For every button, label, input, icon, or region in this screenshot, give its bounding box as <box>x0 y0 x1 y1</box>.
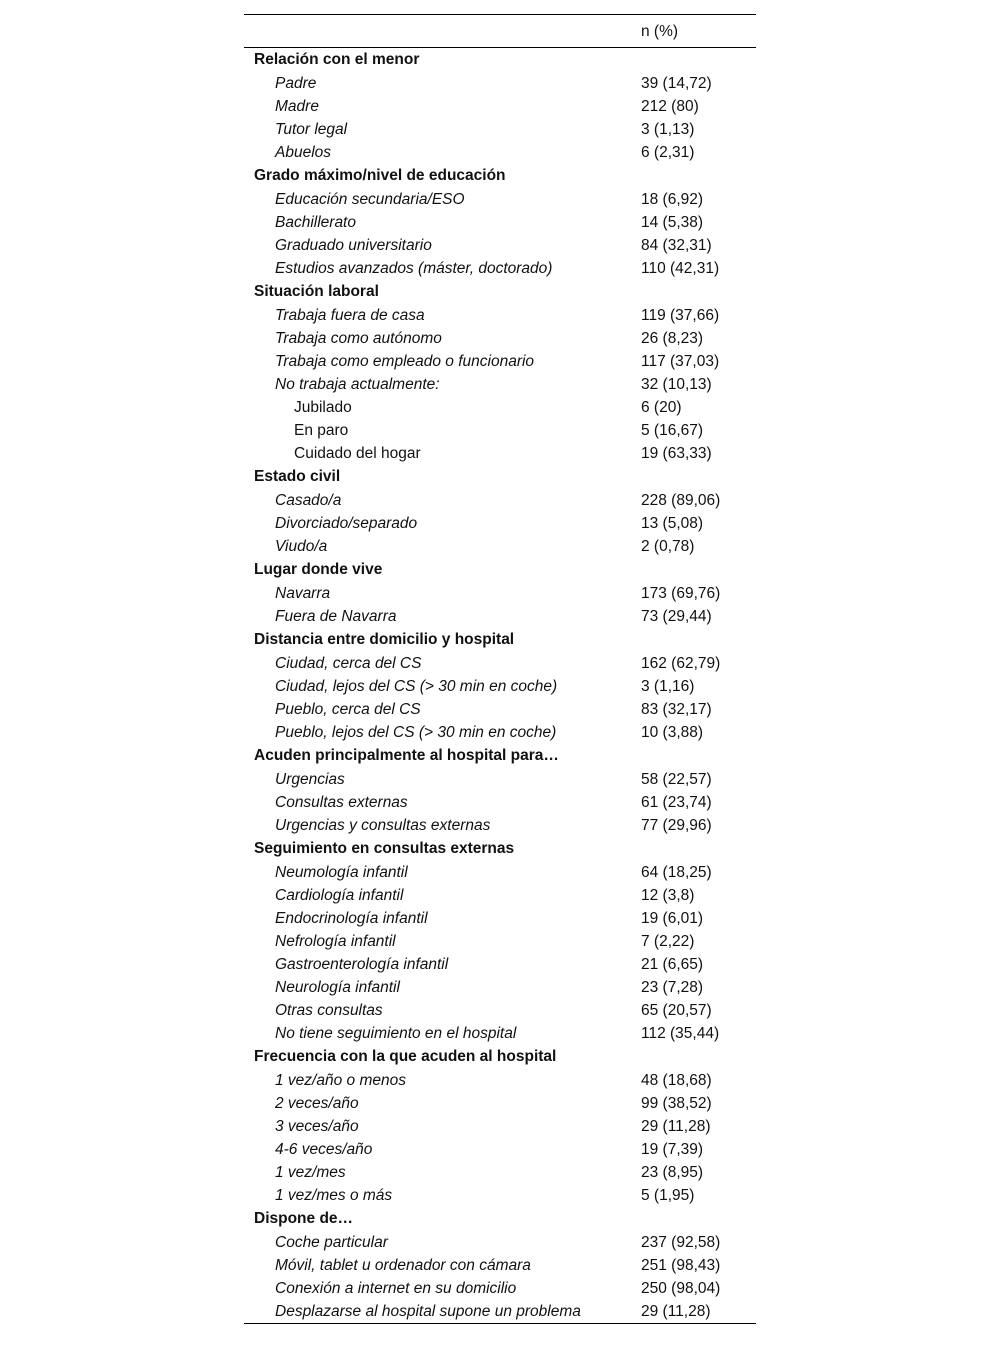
section-header-row <box>244 558 756 582</box>
row-value: 21 (6,65) <box>641 956 704 973</box>
section-header-row <box>244 837 756 861</box>
table-row <box>244 1277 756 1300</box>
row-value: 18 (6,92) <box>641 191 704 208</box>
row-label: Endocrinología infantil <box>275 910 428 927</box>
row-label: Neurología infantil <box>275 979 400 996</box>
table-row <box>244 535 756 558</box>
table-row <box>244 1092 756 1115</box>
row-label: Navarra <box>275 585 331 602</box>
row-value: 119 (37,66) <box>641 307 720 324</box>
row-label: Móvil, tablet u ordenador con cámara <box>275 1257 531 1274</box>
row-label: Trabaja fuera de casa <box>275 307 425 324</box>
section-header-row <box>244 1045 756 1069</box>
row-value: 61 (23,74) <box>641 794 712 811</box>
table-row <box>244 188 756 211</box>
table-row <box>244 350 756 373</box>
table-row <box>244 1115 756 1138</box>
row-label: Otras consultas <box>275 1002 383 1019</box>
table-row <box>244 95 756 118</box>
row-label: 3 veces/año <box>275 1118 359 1135</box>
section-title: Dispone de… <box>254 1210 354 1227</box>
table-row <box>244 304 756 327</box>
row-value: 112 (35,44) <box>641 1025 720 1042</box>
row-value: 6 (20) <box>641 399 682 416</box>
table-row <box>244 930 756 953</box>
table-row <box>244 373 756 396</box>
table-row <box>244 721 756 744</box>
row-value: 5 (16,67) <box>641 422 704 439</box>
section-title: Distancia entre domicilio y hospital <box>254 631 515 648</box>
row-label: Trabaja como autónomo <box>275 330 442 347</box>
section-title: Grado máximo/nivel de educación <box>254 167 506 184</box>
table-row <box>244 211 756 234</box>
section-title: Situación laboral <box>254 283 379 300</box>
table-row <box>244 1161 756 1184</box>
row-label: Ciudad, cerca del CS <box>275 655 422 672</box>
row-value: 29 (11,28) <box>641 1303 711 1320</box>
table-row <box>244 675 756 698</box>
section-header-row <box>244 628 756 652</box>
row-value: 5 (1,95) <box>641 1187 695 1204</box>
table-row <box>244 257 756 280</box>
table-row <box>244 907 756 930</box>
row-label: Cardiología infantil <box>275 887 404 904</box>
table-row <box>244 1069 756 1092</box>
row-label: Ciudad, lejos del CS (> 30 min en coche) <box>275 678 558 695</box>
table-header-row <box>244 15 756 47</box>
section-title: Relación con el menor <box>254 51 420 68</box>
table-row <box>244 442 756 465</box>
row-value: 14 (5,38) <box>641 214 704 231</box>
section-header-row <box>244 1207 756 1231</box>
table-bottom-rule <box>244 1323 756 1324</box>
row-label: Nefrología infantil <box>275 933 396 950</box>
row-value: 23 (7,28) <box>641 979 704 996</box>
table-row <box>244 1254 756 1277</box>
section-title: Seguimiento en consultas externas <box>254 840 515 857</box>
row-value: 77 (29,96) <box>641 817 712 834</box>
table-row <box>244 1022 756 1045</box>
row-label: No tiene seguimiento en el hospital <box>275 1025 517 1042</box>
row-value: 237 (92,58) <box>641 1234 721 1251</box>
row-value: 26 (8,23) <box>641 330 704 347</box>
table-row <box>244 234 756 257</box>
table-row <box>244 118 756 141</box>
row-label: Consultas externas <box>275 794 408 811</box>
data-table <box>244 14 756 1324</box>
row-value: 10 (3,88) <box>641 724 704 741</box>
row-label: 4-6 veces/año <box>275 1141 373 1158</box>
row-value: 13 (5,08) <box>641 515 704 532</box>
row-label: Urgencias <box>275 771 345 788</box>
table-row <box>244 141 756 164</box>
table-row <box>244 698 756 721</box>
row-label: Gastroenterología infantil <box>275 956 449 973</box>
table-row <box>244 72 756 95</box>
row-value: 23 (8,95) <box>641 1164 704 1181</box>
row-value: 173 (69,76) <box>641 585 721 602</box>
table-row <box>244 999 756 1022</box>
row-label: Casado/a <box>275 492 342 509</box>
section-header-row <box>244 48 756 72</box>
row-label: 1 vez/mes o más <box>275 1187 393 1204</box>
row-label: Conexión a internet en su domicilio <box>275 1280 517 1297</box>
row-label: 1 vez/año o menos <box>275 1072 406 1089</box>
row-value: 39 (14,72) <box>641 75 712 92</box>
row-label: Cuidado del hogar <box>294 445 421 462</box>
row-value: 3 (1,16) <box>641 678 695 695</box>
row-value: 3 (1,13) <box>641 121 695 138</box>
row-value: 19 (6,01) <box>641 910 704 927</box>
row-value: 7 (2,22) <box>641 933 695 950</box>
row-value: 99 (38,52) <box>641 1095 712 1112</box>
row-value: 73 (29,44) <box>641 608 712 625</box>
table-row <box>244 652 756 675</box>
row-label: Neumología infantil <box>275 864 408 881</box>
row-value: 64 (18,25) <box>641 864 712 881</box>
row-value: 84 (32,31) <box>641 237 712 254</box>
row-value: 251 (98,43) <box>641 1257 721 1274</box>
table-row <box>244 419 756 442</box>
row-label: No trabaja actualmente: <box>275 376 440 393</box>
table-row <box>244 814 756 837</box>
row-value: 117 (37,03) <box>641 353 720 370</box>
row-label: Coche particular <box>275 1234 388 1251</box>
row-label: 1 vez/mes <box>275 1164 346 1181</box>
row-label: Estudios avanzados (máster, doctorado) <box>275 260 553 277</box>
section-header-row <box>244 465 756 489</box>
row-label: Bachillerato <box>275 214 356 231</box>
row-value: 228 (89,06) <box>641 492 721 509</box>
row-label: Divorciado/separado <box>275 515 418 532</box>
table-row <box>244 1138 756 1161</box>
row-label: Viudo/a <box>275 538 328 555</box>
table-row <box>244 953 756 976</box>
row-label: Fuera de Navarra <box>275 608 397 625</box>
section-title: Acuden principalmente al hospital para… <box>254 747 559 764</box>
table-row <box>244 768 756 791</box>
row-label: Urgencias y consultas externas <box>275 817 491 834</box>
row-label: Educación secundaria/ESO <box>275 191 465 208</box>
column-header-value: n (%) <box>641 23 679 40</box>
row-label: Pueblo, cerca del CS <box>275 701 421 718</box>
table-row <box>244 976 756 999</box>
section-title: Frecuencia con la que acuden al hospital <box>254 1048 557 1065</box>
table-row <box>244 791 756 814</box>
section-header-row <box>244 280 756 304</box>
table-body <box>244 48 756 1323</box>
row-label: Madre <box>275 98 319 115</box>
row-value: 162 (62,79) <box>641 655 721 672</box>
row-value: 110 (42,31) <box>641 260 720 277</box>
row-value: 32 (10,13) <box>641 376 712 393</box>
row-value: 83 (32,17) <box>641 701 712 718</box>
row-label: Padre <box>275 75 317 92</box>
row-value: 58 (22,57) <box>641 771 712 788</box>
row-value: 65 (20,57) <box>641 1002 712 1019</box>
table-row <box>244 1231 756 1254</box>
row-value: 19 (7,39) <box>641 1141 704 1158</box>
row-value: 212 (80) <box>641 98 699 115</box>
row-value: 6 (2,31) <box>641 144 695 161</box>
row-value: 19 (63,33) <box>641 445 712 462</box>
row-label: 2 veces/año <box>275 1095 359 1112</box>
row-label: Desplazarse al hospital supone un problema <box>275 1303 581 1320</box>
section-title: Estado civil <box>254 468 341 485</box>
row-label: Pueblo, lejos del CS (> 30 min en coche) <box>275 724 557 741</box>
section-header-row <box>244 164 756 188</box>
table-row <box>244 327 756 350</box>
table-row <box>244 582 756 605</box>
table-row <box>244 884 756 907</box>
table-row <box>244 396 756 419</box>
row-label: Abuelos <box>275 144 332 161</box>
row-value: 250 (98,04) <box>641 1280 721 1297</box>
table-row <box>244 605 756 628</box>
row-label: Trabaja como empleado o funcionario <box>275 353 535 370</box>
table-row <box>244 1300 756 1323</box>
row-label: Tutor legal <box>275 121 348 138</box>
table-row <box>244 861 756 884</box>
row-value: 12 (3,8) <box>641 887 695 904</box>
section-header-row <box>244 744 756 768</box>
table-row <box>244 512 756 535</box>
row-value: 29 (11,28) <box>641 1118 711 1135</box>
row-label: En paro <box>294 422 349 439</box>
table-row <box>244 489 756 512</box>
section-title: Lugar donde vive <box>254 561 383 578</box>
row-label: Graduado universitario <box>275 237 432 254</box>
row-value: 48 (18,68) <box>641 1072 712 1089</box>
row-value: 2 (0,78) <box>641 538 695 555</box>
table-row <box>244 1184 756 1207</box>
row-label: Jubilado <box>294 399 352 416</box>
